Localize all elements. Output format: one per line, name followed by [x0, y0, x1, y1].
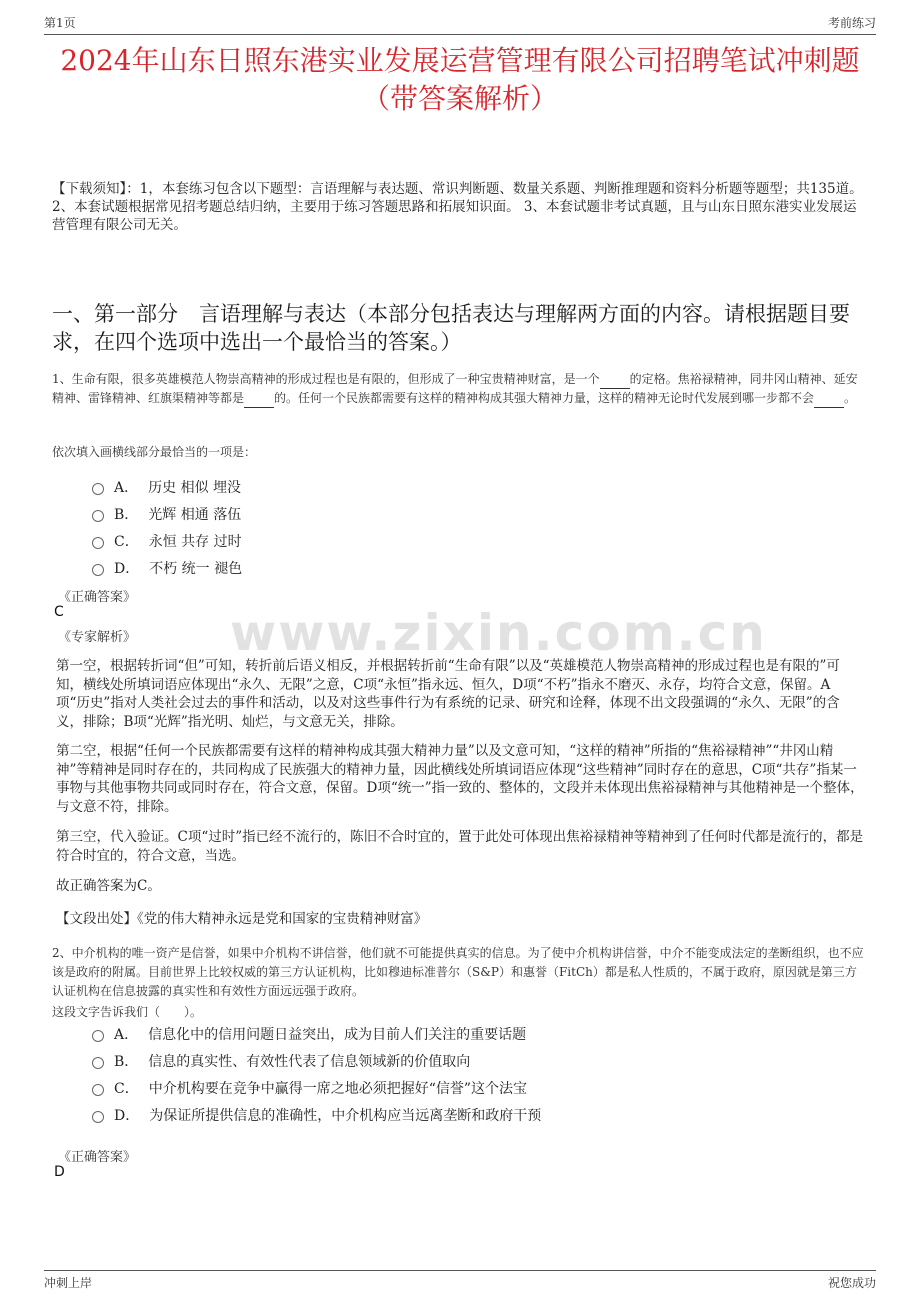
q2-option-b[interactable]: B． 信息的真实性、有效性代表了信息领域新的价值取向: [92, 1051, 470, 1071]
question-2-prompt: 这段文字告诉我们（ ）。: [52, 1005, 203, 1019]
header-tag: 考前练习: [827, 16, 876, 30]
watermark: www.zixin.com.cn: [230, 604, 767, 662]
page-title: 2024年山东日照东港实业发展运营管理有限公司招聘笔试冲刺题（带答案解析）: [60, 44, 860, 115]
footer-left: 冲刺上岸: [44, 1276, 93, 1290]
answer-label: 《正确答案》: [58, 1150, 137, 1165]
page-header: [44, 14, 876, 35]
q1-option-a[interactable]: A． 历史 相似 埋没: [92, 477, 241, 497]
q1-option-d[interactable]: D． 不朽 统一 褪色: [92, 558, 242, 578]
analysis-conclusion: 故正确答案为C。: [56, 878, 161, 894]
section-title: 一、第一部分 言语理解与表达（本部分包括表达与理解两方面的内容。请根据题目要求，在四个选项中选出一个最恰当的答案。）: [52, 302, 850, 354]
source-citation: 【文段出处】《党的伟大精神永远是党和国家的宝贵精神财富》: [56, 911, 428, 927]
analysis-label: 《专家解析》: [58, 630, 137, 645]
radio-icon[interactable]: [92, 564, 104, 576]
question-2-text: 2、中介机构的唯一资产是信誉，如果中介机构不讲信誉，他们就不可能提供真实的信息。为了使中介机构讲信誉，中介不能变成法定的垄断组织，也不应该是政府的附属。目前世界上比较权威的第三方认证机构，比如穆迪标准普尔（S&P）和惠誉（FitCh）都是私人性质的，不属于政府，原因就是第三方认证机构在信息披露的真实性和有效性方面远远强于政府。: [52, 946, 864, 998]
footer-right: 祝您成功: [827, 1276, 876, 1290]
radio-icon[interactable]: [92, 1084, 104, 1096]
analysis-paragraph: 第二空，根据“任何一个民族都需要有这样的精神构成其强大精神力量”以及文意可知，“这样的精神”所指的“焦裕禄精神”“井冈山精神”等精神是同时存在的，共同构成了民族强大的精神力量，因此横线处所填词语应体现“这些精神”同时存在的意思，C项“共存”指某一事物与其他事物共同或同时存在，符合文意，保留。D项“统一”指一致的、整体的，文段并未体现出焦裕禄精神与其他精神是一个整体，与文意不符，排除。: [56, 743, 864, 815]
blank-1: [600, 376, 630, 389]
blank-2: [244, 395, 274, 408]
q1-option-c[interactable]: C． 永恒 共存 过时: [92, 531, 242, 551]
q1-option-b[interactable]: B． 光辉 相通 落伍: [92, 504, 241, 524]
download-notice: 【下载须知】：1，本套练习包含以下题型：言语理解与表达题、常识判断题、数量关系题、判断推理题和资料分析题等题型；共135道。 2、本套试题根据常见招考题总结归纳，主要用于练习答题思路和拓展知识面。 3、本套试题非考试真题，且与山东日照东港实业发展运营管理有限公司无关。: [52, 181, 863, 233]
radio-icon[interactable]: [92, 1111, 104, 1123]
q2-option-a[interactable]: A． 信息化中的信用问题日益突出，成为目前人们关注的重要话题: [92, 1024, 526, 1044]
radio-icon[interactable]: [92, 483, 104, 495]
q2-option-c[interactable]: C． 中介机构要在竞争中赢得一席之地必须把握好“信誉”这个法宝: [92, 1078, 527, 1098]
radio-icon[interactable]: [92, 510, 104, 522]
analysis-paragraph: 第三空，代入验证。C项“过时”指已经不流行的，陈旧不合时宜的，置于此处可体现出焦裕禄精神等精神到了任何时代都是流行的，都是符合时宜的，符合文意，当选。: [56, 829, 864, 864]
answer-label: 《正确答案》: [58, 590, 137, 605]
radio-icon[interactable]: [92, 1030, 104, 1042]
answer-value: C: [54, 604, 64, 620]
page-number: 第1页: [44, 16, 76, 30]
analysis-paragraph: 第一空，根据转折词“但”可知，转折前后语义相反，并根据转折前“生命有限”以及“英雄模范人物崇高精神的形成过程也是有限的”可知，横线处所填词语应体现出“永久、无限”之意，C项“永恒”指永远、恒久，D项“不朽”指永不磨灭、永存，均符合文意，保留。A项“历史”指对人类社会过去的事件和活动，以及对这些事件行为有系统的记录、研究和诠释，体现不出文段强调的“永久、无限”的含义，排除；B项“光辉”指光明、灿烂，与文意无关，排除。: [56, 658, 840, 730]
q2-option-d[interactable]: D． 为保证所提供信息的准确性，中介机构应当远离垄断和政府干预: [92, 1105, 541, 1125]
radio-icon[interactable]: [92, 1057, 104, 1069]
radio-icon[interactable]: [92, 537, 104, 549]
answer-value: D: [54, 1164, 65, 1180]
blank-3: [814, 395, 844, 408]
page-footer: [44, 1270, 876, 1291]
question-1-instruction: 依次填入画横线部分最恰当的一项是：: [52, 445, 257, 459]
question-1-text: 1、生命有限，很多英雄模范人物崇高精神的形成过程也是有限的，但形成了一种宝贵精神财富，是一个 的定格。焦裕禄精神，同井冈山精神、延安精神、雷锋精神、红旗渠精神等都是 的。任何一个民族都需要有这样的精神构成其强大精神力量，这样的精神无论时代发展到哪一步都不会 。: [52, 370, 868, 408]
